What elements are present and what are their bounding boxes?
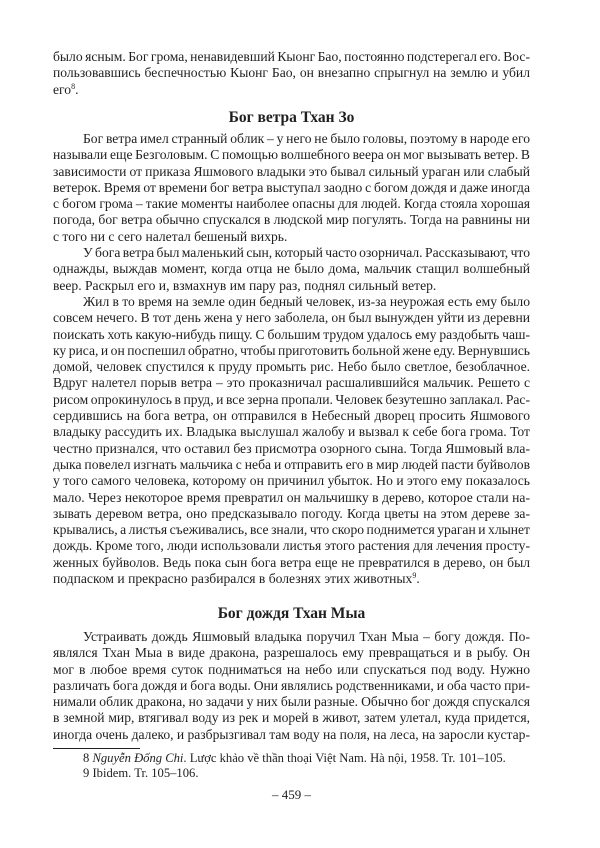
text-line: [53, 294, 530, 310]
text-line: [53, 327, 530, 343]
footnotes: [83, 751, 506, 781]
text-line: [53, 694, 530, 710]
text-line: [53, 710, 530, 726]
line-text: честно признался, что оставил без присмотра озорного сына. Тогда Яшмовый вла-: [53, 440, 530, 456]
line-punctuation: .: [416, 571, 420, 587]
line-text: подпаском и прекрасно разбирался в болезнях этих животных: [53, 571, 413, 587]
footnote-number: 9: [83, 766, 90, 780]
section-rain-god-text: [53, 629, 530, 743]
text-line: [53, 310, 530, 326]
text-line: [53, 408, 530, 424]
line-text: дождь. Кроме того, люди использовали листья этого растения для лечения просту-: [53, 538, 530, 554]
line-text: Жил в то время на земле один бедный человек, из-за неурожая есть ему было: [83, 293, 530, 309]
line-text: мало. Через некоторое время превратил он мальчишку в дерево, которое стали на-: [53, 489, 530, 505]
text-line: [53, 343, 530, 359]
line-text: у того самого человека, которому он причинил убыток. Но и этого ему показалось: [53, 473, 530, 489]
footnote-divider: [53, 748, 140, 749]
section-wind-god-text: [53, 131, 530, 587]
text-line: [53, 727, 530, 743]
text-line: [53, 229, 530, 245]
line-text: погода, бог ветра обычно спускался в людской мир погулять. Тогда на равнины ни: [53, 212, 530, 228]
line-text: с богом грома – такие моменты наиболее опасны для людей. Когда стояла хорошая: [53, 196, 530, 212]
text-line: [53, 196, 530, 212]
line-text: дыка повелел изгнать мальчика с неба и отправить его в мир людей пасти буйволов: [53, 456, 530, 472]
line-text: зывать деревом ветра, оно предсказывало погоду. Когда цветы на этом дереве за-: [53, 505, 530, 521]
line-text: было ясным. Бог грома, ненавидевший Кыонг Бао, постоянно подстерегал его. Вос-: [53, 49, 530, 64]
line-text: Вдруг налетел порыв ветра – это проказничал расшалившийся мальчик. Решето с: [53, 375, 530, 391]
footnote-reference[interactable]: 8: [71, 81, 76, 91]
line-text: ку риса, и он поспешил обратно, чтобы приготовить больной жене еду. Вернувшись: [53, 342, 530, 358]
line-text: У бога ветра был маленький сын, который часто озорничал. Рассказывают, что: [83, 245, 530, 261]
text-line: [53, 392, 530, 408]
section-heading-rain-god: Бог дождя Тхан Мыа: [217, 605, 366, 622]
line-text: крывались, а листья съеживались, все знали, что скоро поднимется ураган и хлынет: [53, 522, 530, 538]
text-line: [53, 473, 530, 489]
text-line: [53, 245, 530, 261]
line-text: являлся Тхан Мыа в виде дракона, разрешалось ему превращаться и в рыбу. Он: [53, 645, 530, 661]
text-line: [53, 147, 530, 163]
line-text: мог в любое время суток подниматься на небо или спускаться под воду. Нужно: [53, 661, 530, 677]
text-line: [53, 49, 530, 65]
text-line: [53, 82, 530, 98]
footnote-8: [83, 751, 506, 766]
line-text: совсем нечего. В тот день жена у него заболела, он был вынужден уйти из деревни: [53, 310, 530, 326]
text-line: [53, 629, 530, 645]
text-line: [53, 212, 530, 228]
line-text: его: [53, 81, 72, 97]
text-line: [53, 662, 530, 678]
line-text: Устраивать дождь Яшмовый владыка поручил Тхан Мыа – богу дождя. По-: [83, 629, 530, 644]
text-line: [53, 424, 530, 440]
text-line: [53, 555, 530, 571]
line-text: женных буйволов. Ведь пока сын бога ветра еще не превратился в дерево, он был: [53, 554, 530, 570]
footnote-reference[interactable]: 9: [412, 571, 417, 581]
line-content: [53, 82, 78, 98]
text-line: [53, 278, 530, 294]
line-text: иногда очень далеко, и разбрызгивал там воду на поля, на леса, на заросли кустар-: [53, 726, 530, 742]
text-line: [53, 164, 530, 180]
line-text: различать бога дождя и бога воды. Они являлись родственниками, и оба часто при-: [53, 677, 530, 693]
text-line: [53, 180, 530, 196]
footnote-text: Ibidem. Tr. 105–106.: [92, 766, 199, 780]
text-line: [53, 571, 530, 587]
section-heading-wind-god: Бог ветра Тхан Зо: [228, 109, 355, 126]
text-line: [53, 506, 530, 522]
page-number: – 459 –: [272, 787, 311, 802]
text-line: [53, 490, 530, 506]
line-text: в земной мир, втягивал воду из рек и морей в живот, затем улетал, куда придется,: [53, 710, 530, 726]
footnote-9: [83, 766, 506, 781]
line-text: нимали облик дракона, но задачи у них были разные. Обычно бог дождя спускался: [53, 694, 530, 710]
line-text: сердившись на бога ветра, он отправился в Небесный дворец просить Яшмового: [53, 408, 530, 424]
line-text: Бог ветра имел странный облик – у него не было головы, поэтому в народе его: [83, 131, 530, 146]
line-text: с того ни с сего налетал бешеный вихрь.: [53, 228, 288, 244]
line-text: однажды, выждав момент, когда отца не было дома, мальчик стащил волшебный: [53, 261, 530, 277]
line-text: домой, человек спустился к пруду промыть рис. Небо было светлое, безоблачное.: [53, 359, 530, 375]
footnote-author: Nguyễn Đống Chi: [92, 751, 184, 765]
text-line: [53, 678, 530, 694]
intro-text: [53, 49, 530, 98]
line-text: пользовавшись беспечностью Кыонг Бао, он внезапно спрыгнул на землю и убил: [53, 65, 530, 81]
text-line: [53, 538, 530, 554]
line-text: зависимости от приказа Яшмового владыки это бывал сильный ураган или слабый: [53, 163, 530, 179]
text-line: [53, 457, 530, 473]
text-line: [53, 261, 530, 277]
line-text: владыку рассудить их. Владыка выслушал жалобу и вызвал к себе бога грома. Тот: [53, 424, 530, 440]
text-line: [53, 359, 530, 375]
text-line: [53, 375, 530, 391]
line-punctuation: .: [75, 81, 79, 97]
text-line: [53, 441, 530, 457]
line-text: поискать хоть какую-нибудь пищу. С большим трудом удалось ему раздобыть чаш-: [53, 326, 530, 342]
text-line: [53, 645, 530, 661]
line-text: рисом опрокинулось в пруд, и все зерна пропали. Человек безутешно заплакал. Рас-: [53, 391, 530, 407]
text-line: [53, 131, 530, 147]
line-text: называли еще Безголовым. С помощью волшебного веера он мог вызывать ветер. В: [53, 147, 530, 163]
line-text: веер. Раскрыл его и, взмахнув им пару раз, поднял сильный ветер.: [53, 277, 437, 293]
footnote-number: 8: [83, 751, 90, 765]
text-line: [53, 65, 530, 81]
footnote-text: . Lược khảo về thần thoại Việt Nam. Hà nội, 1958. Tr. 101–105.: [183, 751, 506, 765]
text-line: [53, 522, 530, 538]
line-content: [53, 571, 420, 587]
line-text: ветерок. Время от времени бог ветра выступал заодно с богом дождя и даже иногда: [53, 179, 530, 195]
